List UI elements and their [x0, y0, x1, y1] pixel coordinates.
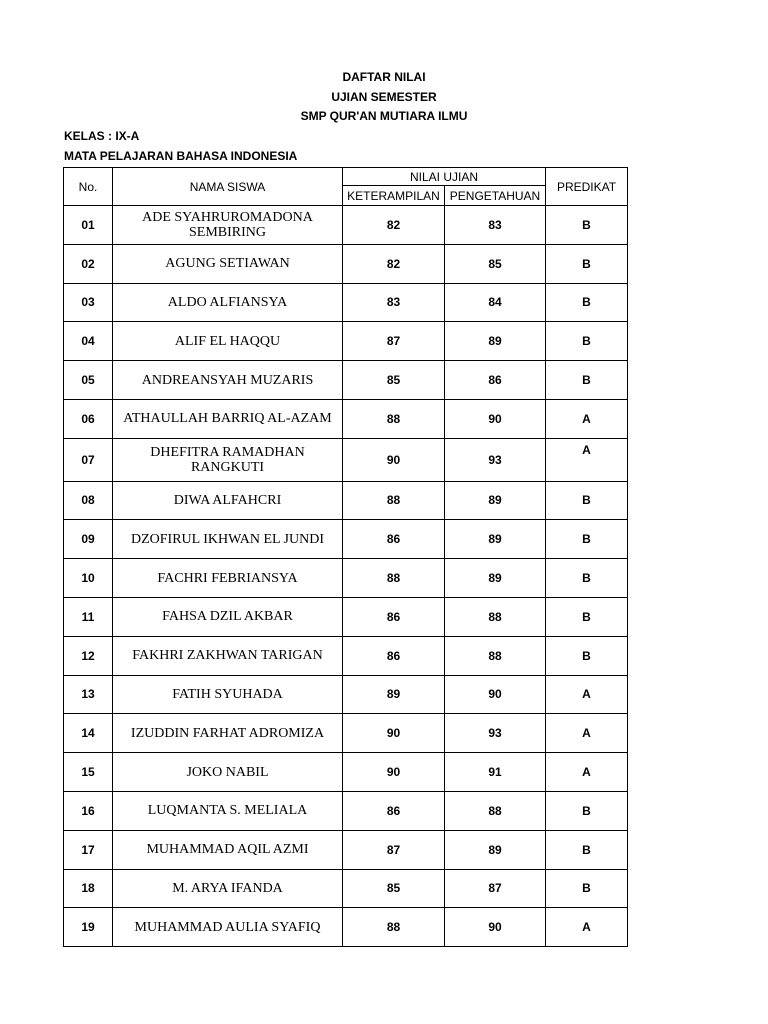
row-number: 12: [64, 636, 113, 675]
student-name: ANDREANSYAH MUZARIS: [113, 361, 343, 400]
row-number: 15: [64, 753, 113, 792]
row-number: 18: [64, 869, 113, 908]
knowledge-score: 89: [445, 830, 546, 869]
student-name: FAKHRI ZAKHWAN TARIGAN: [113, 636, 343, 675]
row-number: 06: [64, 399, 113, 438]
row-number: 14: [64, 714, 113, 753]
row-number: 01: [64, 206, 113, 245]
row-number: 02: [64, 244, 113, 283]
student-name: LUQMANTA S. MELIALA: [113, 791, 343, 830]
student-name: ALDO ALFIANSYA: [113, 283, 343, 322]
row-number: 19: [64, 908, 113, 947]
table-row: [64, 361, 628, 400]
predicate: B: [546, 559, 628, 598]
row-number: 10: [64, 559, 113, 598]
row-number: 07: [64, 438, 113, 481]
skills-score: 85: [343, 869, 445, 908]
predicate: A: [546, 714, 628, 753]
knowledge-score: 93: [445, 714, 546, 753]
table-row: [64, 559, 628, 598]
school-name: SMP QUR'AN MUTIARA ILMU: [300, 109, 468, 123]
table-row: [64, 481, 628, 520]
predicate: B: [546, 481, 628, 520]
skills-score: 88: [343, 481, 445, 520]
skills-score: 88: [343, 559, 445, 598]
skills-score: 90: [343, 753, 445, 792]
table-row: [64, 244, 628, 283]
header-predicate: PREDIKAT: [546, 168, 628, 206]
row-number: 16: [64, 791, 113, 830]
knowledge-score: 88: [445, 597, 546, 636]
table-row: [64, 206, 628, 245]
skills-score: 90: [343, 438, 445, 481]
table-row: [64, 283, 628, 322]
skills-score: 87: [343, 322, 445, 361]
skills-score: 85: [343, 361, 445, 400]
row-number: 09: [64, 520, 113, 559]
row-number: 08: [64, 481, 113, 520]
row-number: 04: [64, 322, 113, 361]
predicate: B: [546, 244, 628, 283]
table-row: [64, 753, 628, 792]
grades-table: [63, 167, 628, 947]
table-row: [64, 791, 628, 830]
knowledge-score: 90: [445, 399, 546, 438]
student-name: AGUNG SETIAWAN: [113, 244, 343, 283]
row-number: 05: [64, 361, 113, 400]
student-name: ATHAULLAH BARRIQ AL-AZAM: [113, 399, 343, 438]
knowledge-score: 93: [445, 438, 546, 481]
predicate: A: [546, 753, 628, 792]
table-row: [64, 438, 628, 481]
skills-score: 86: [343, 520, 445, 559]
predicate: A: [546, 438, 628, 481]
student-name: DIWA ALFAHCRI: [113, 481, 343, 520]
table-row: [64, 322, 628, 361]
row-number: 17: [64, 830, 113, 869]
predicate: B: [546, 206, 628, 245]
skills-score: 83: [343, 283, 445, 322]
student-name: IZUDDIN FARHAT ADROMIZA: [113, 714, 343, 753]
student-name: FAHSA DZIL AKBAR: [113, 597, 343, 636]
row-number: 03: [64, 283, 113, 322]
knowledge-score: 86: [445, 361, 546, 400]
student-name: MUHAMMAD AULIA SYAFIQ: [113, 908, 343, 947]
predicate: B: [546, 869, 628, 908]
predicate: B: [546, 520, 628, 559]
table-row: [64, 714, 628, 753]
student-name: MUHAMMAD AQIL AZMI: [113, 830, 343, 869]
table-row: [64, 399, 628, 438]
table-row: [64, 636, 628, 675]
skills-score: 86: [343, 791, 445, 830]
student-name: FACHRI FEBRIANSYA: [113, 559, 343, 598]
predicate: B: [546, 636, 628, 675]
knowledge-score: 87: [445, 869, 546, 908]
knowledge-score: 90: [445, 675, 546, 714]
student-name: DZOFIRUL IKHWAN EL JUNDI: [113, 520, 343, 559]
header-skills: KETERAMPILAN: [343, 186, 445, 206]
student-name: JOKO NABIL: [113, 753, 343, 792]
header-exam-scores: NILAI UJIAN: [343, 168, 546, 186]
skills-score: 88: [343, 399, 445, 438]
knowledge-score: 89: [445, 520, 546, 559]
page-title: DAFTAR NILAI: [342, 70, 426, 84]
knowledge-score: 91: [445, 753, 546, 792]
class-label: KELAS : IX-A: [64, 129, 140, 143]
exam-title: UJIAN SEMESTER: [331, 89, 437, 104]
predicate: A: [546, 399, 628, 438]
student-name: DHEFITRA RAMADHAN RANGKUTI: [113, 438, 343, 481]
skills-score: 82: [343, 244, 445, 283]
knowledge-score: 89: [445, 481, 546, 520]
table-row: [64, 597, 628, 636]
predicate: B: [546, 283, 628, 322]
table-row: [64, 869, 628, 908]
skills-score: 90: [343, 714, 445, 753]
subject-label: MATA PELAJARAN BAHASA INDONESIA: [64, 148, 298, 163]
student-name: FATIH SYUHADA: [113, 675, 343, 714]
skills-score: 82: [343, 206, 445, 245]
header-knowledge: PENGETAHUAN: [445, 186, 546, 206]
student-name: ADE SYAHRUROMADONA SEMBIRING: [113, 206, 343, 245]
knowledge-score: 89: [445, 322, 546, 361]
student-name: M. ARYA IFANDA: [113, 869, 343, 908]
knowledge-score: 84: [445, 283, 546, 322]
knowledge-score: 85: [445, 244, 546, 283]
class-info: [64, 127, 297, 166]
skills-score: 89: [343, 675, 445, 714]
predicate: B: [546, 830, 628, 869]
predicate: B: [546, 791, 628, 830]
student-name: ALIF EL HAQQU: [113, 322, 343, 361]
predicate: B: [546, 322, 628, 361]
predicate: B: [546, 597, 628, 636]
header-student-name: NAMA SISWA: [113, 168, 343, 206]
header-no: No.: [64, 168, 113, 206]
table-row: [64, 830, 628, 869]
predicate: B: [546, 361, 628, 400]
knowledge-score: 88: [445, 636, 546, 675]
skills-score: 88: [343, 908, 445, 947]
table-row: [64, 908, 628, 947]
knowledge-score: 89: [445, 559, 546, 598]
knowledge-score: 88: [445, 791, 546, 830]
predicate: A: [546, 908, 628, 947]
row-number: 13: [64, 675, 113, 714]
skills-score: 86: [343, 636, 445, 675]
document-header: [0, 68, 768, 127]
table-row: [64, 520, 628, 559]
skills-score: 87: [343, 830, 445, 869]
row-number: 11: [64, 597, 113, 636]
table-row: [64, 675, 628, 714]
skills-score: 86: [343, 597, 445, 636]
predicate: A: [546, 675, 628, 714]
knowledge-score: 90: [445, 908, 546, 947]
knowledge-score: 83: [445, 206, 546, 245]
